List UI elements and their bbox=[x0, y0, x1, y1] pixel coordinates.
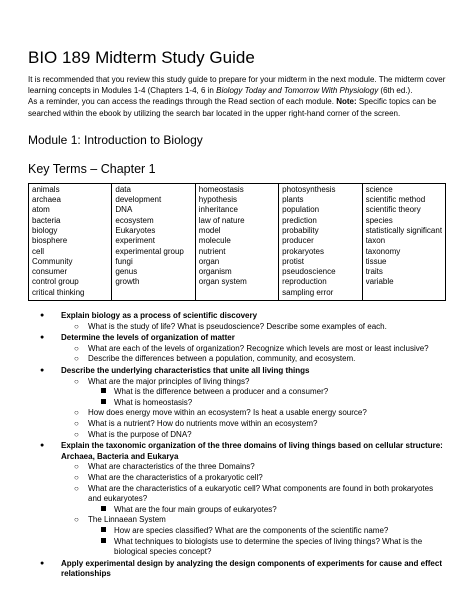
hollow-bullet-icon: ○ bbox=[74, 354, 79, 364]
key-term: biosphere bbox=[32, 236, 68, 246]
key-term: scientific theory bbox=[365, 205, 421, 215]
outline-item-text: What are the characteristics of a eukaryotic cell? What components are found in both prokaryotes and eukaryotes? bbox=[88, 483, 434, 504]
intro-text-3: As a reminder, you can access the readings through the Read section of each module. bbox=[28, 97, 337, 107]
outline-item-level-1 bbox=[28, 311, 446, 322]
outline-item-level-2 bbox=[28, 354, 446, 365]
key-terms-row bbox=[29, 183, 446, 300]
hollow-bullet-icon: ○ bbox=[74, 321, 79, 331]
key-term: species bbox=[365, 215, 393, 225]
outline-item-text: How does energy move within an ecosystem? Is heat a usable energy source? bbox=[88, 408, 367, 418]
outline-item-level-2 bbox=[28, 462, 446, 473]
textbook-title: Biology Today and Tomorrow With Physiology bbox=[216, 86, 379, 96]
terms-column bbox=[29, 183, 112, 300]
outline-item-text: What is the difference between a producer and a consumer? bbox=[114, 387, 329, 397]
key-term: prediction bbox=[282, 215, 317, 225]
key-term: pseudoscience bbox=[282, 267, 336, 277]
key-term: development bbox=[115, 195, 162, 205]
key-term: experiment bbox=[115, 236, 155, 246]
outline-item-text: Apply experimental design by analyzing the design components of experiments for cause and effect relationships bbox=[61, 558, 442, 579]
square-bullet-icon bbox=[101, 388, 106, 393]
key-term: law of nature bbox=[198, 215, 245, 225]
outline-item-level-2 bbox=[28, 322, 446, 333]
outline-item-text: What is a nutrient? How do nutrients move within an ecosystem? bbox=[88, 419, 318, 429]
outline-item-text: The Linnaean System bbox=[88, 515, 166, 525]
outline-item-text: Explain biology as a process of scientific discovery bbox=[61, 311, 258, 321]
key-term: inheritance bbox=[198, 205, 238, 215]
intro-text-2: (6th ed.). bbox=[378, 86, 413, 96]
key-term: experimental group bbox=[115, 246, 184, 256]
outline-item-level-3 bbox=[28, 505, 446, 516]
outline-item-text: What are the four main groups of eukaryotes? bbox=[114, 504, 277, 514]
key-term: nutrient bbox=[198, 246, 226, 256]
outline-item-text: Describe the differences between a population, community, and ecosystem. bbox=[88, 354, 356, 364]
key-term: biology bbox=[32, 226, 58, 235]
outline-item-text: Determine the levels of organization of matter bbox=[61, 333, 235, 343]
key-term: ecosystem bbox=[115, 215, 154, 225]
square-bullet-icon bbox=[101, 538, 106, 543]
key-term: taxonomy bbox=[365, 246, 401, 256]
key-term: Eukaryotes bbox=[115, 226, 156, 235]
key-term: protist bbox=[282, 256, 304, 266]
terms-column bbox=[195, 183, 278, 300]
hollow-bullet-icon: ○ bbox=[74, 472, 79, 482]
outline-item-text: What are each of the levels of organization? Recognize which levels are most or least inclusive? bbox=[88, 343, 429, 353]
outline-item-text: What techniques to biologists use to determine the species of living things? What is the biological species concept? bbox=[114, 536, 423, 557]
key-term: traits bbox=[365, 267, 383, 277]
outline-item-level-1 bbox=[28, 366, 446, 377]
outline-item-level-1 bbox=[28, 441, 446, 462]
key-term: cell bbox=[32, 246, 45, 256]
key-term: hypothesis bbox=[198, 195, 238, 205]
outline-item-text: What is homeostasis? bbox=[114, 397, 193, 407]
outline-item-level-2 bbox=[28, 515, 446, 526]
hollow-bullet-icon: ○ bbox=[74, 483, 79, 493]
hollow-bullet-icon: ○ bbox=[74, 408, 79, 418]
terms-column bbox=[112, 183, 195, 300]
square-bullet-icon bbox=[101, 399, 106, 404]
key-term: consumer bbox=[32, 267, 68, 277]
hollow-bullet-icon: ○ bbox=[74, 429, 79, 439]
intro-text-4: Specific topics can be searched within the ebook by utilizing the search bar located in the upper right-hand corner of the screen. bbox=[28, 97, 437, 118]
outline-item-text: What is the study of life? What is pseudoscience? Describe some examples of each. bbox=[88, 321, 387, 331]
outline-item-text: What are the major principles of living things? bbox=[88, 376, 250, 386]
key-term: variable bbox=[365, 277, 394, 287]
module-heading: Module 1: Introduction to Biology bbox=[28, 132, 203, 147]
key-term: science bbox=[365, 184, 393, 194]
key-term: homeostasis bbox=[198, 184, 244, 194]
hollow-bullet-icon: ○ bbox=[74, 343, 79, 353]
key-term: photosynthesis bbox=[282, 184, 336, 194]
filled-bullet-icon: ● bbox=[40, 367, 45, 375]
key-term: statistically significant bbox=[365, 226, 442, 235]
key-term: population bbox=[282, 205, 320, 215]
note-label: Note: bbox=[336, 97, 357, 107]
filled-bullet-icon: ● bbox=[40, 312, 45, 320]
key-term: producer bbox=[282, 236, 314, 246]
key-term: organism bbox=[198, 267, 232, 277]
study-outline bbox=[28, 311, 446, 580]
square-bullet-icon bbox=[101, 506, 106, 511]
page-title: BIO 189 Midterm Study Guide bbox=[28, 48, 255, 67]
key-term: model bbox=[198, 226, 221, 235]
outline-item-level-2 bbox=[28, 344, 446, 355]
filled-bullet-icon: ● bbox=[40, 442, 45, 450]
outline-item-text: Describe the underlying characteristics that unite all living things bbox=[61, 366, 310, 376]
outline-item-level-2 bbox=[28, 473, 446, 484]
key-terms-heading: Key Terms – Chapter 1 bbox=[28, 161, 156, 176]
key-term: growth bbox=[115, 277, 140, 287]
key-term: taxon bbox=[365, 236, 386, 246]
outline-item-level-3 bbox=[28, 387, 446, 398]
intro-paragraph bbox=[28, 74, 446, 119]
filled-bullet-icon: ● bbox=[40, 334, 45, 342]
outline-item-text: How are species classified? What are the components of the scientific name? bbox=[114, 525, 389, 535]
outline-item-level-1 bbox=[28, 333, 446, 344]
key-term: reproduction bbox=[282, 277, 327, 287]
terms-column bbox=[362, 183, 445, 300]
key-term: bacteria bbox=[32, 215, 61, 225]
outline-item-level-1 bbox=[28, 559, 446, 580]
intro-text-1: It is recommended that you review this study guide to prepare for your midterm in the next module. The midterm cover learning concepts in Modules 1-4 (Chapters 1-4, 6 in bbox=[28, 75, 446, 96]
key-term: organ bbox=[198, 256, 220, 266]
square-bullet-icon bbox=[101, 527, 106, 532]
key-term: genus bbox=[115, 267, 138, 277]
key-term: prokaryotes bbox=[282, 246, 324, 256]
key-term: molecule bbox=[198, 236, 231, 246]
key-term: control group bbox=[32, 277, 79, 287]
key-term: tissue bbox=[365, 256, 387, 266]
outline-item-text: What are characteristics of the three Domains? bbox=[88, 462, 255, 472]
hollow-bullet-icon: ○ bbox=[74, 462, 79, 472]
hollow-bullet-icon: ○ bbox=[74, 515, 79, 525]
key-term: probability bbox=[282, 226, 319, 235]
key-term: critical thinking bbox=[32, 287, 85, 297]
key-term: plants bbox=[282, 195, 304, 205]
key-term: DNA bbox=[115, 205, 133, 215]
key-term: sampling error bbox=[282, 287, 334, 297]
key-term: organ system bbox=[198, 277, 247, 287]
outline-item-text: What is the purpose of DNA? bbox=[88, 429, 192, 439]
hollow-bullet-icon: ○ bbox=[74, 376, 79, 386]
outline-item-level-2 bbox=[28, 430, 446, 441]
key-term: fungi bbox=[115, 256, 133, 266]
outline-item-text: Explain the taxonomic organization of the three domains of living things based on cellular structure: Archaea, Bacteria and Eukarya bbox=[61, 441, 443, 461]
key-term: scientific method bbox=[365, 195, 426, 205]
outline-item-level-2 bbox=[28, 377, 446, 388]
outline-item-level-3 bbox=[28, 526, 446, 537]
key-terms-table bbox=[28, 183, 446, 301]
filled-bullet-icon: ● bbox=[40, 559, 45, 567]
outline-item-level-2 bbox=[28, 408, 446, 419]
key-term: data bbox=[115, 184, 131, 194]
outline-item-level-3 bbox=[28, 398, 446, 409]
hollow-bullet-icon: ○ bbox=[74, 419, 79, 429]
outline-item-text: What are the characteristics of a prokaryotic cell? bbox=[88, 472, 263, 482]
outline-item-level-2 bbox=[28, 419, 446, 430]
terms-column bbox=[279, 183, 362, 300]
outline-item-level-2 bbox=[28, 484, 446, 505]
key-term: atom bbox=[32, 205, 50, 215]
key-term: archaea bbox=[32, 195, 61, 205]
outline-item-level-3 bbox=[28, 537, 446, 558]
key-term: animals bbox=[32, 184, 60, 194]
key-term: Community bbox=[32, 256, 73, 266]
